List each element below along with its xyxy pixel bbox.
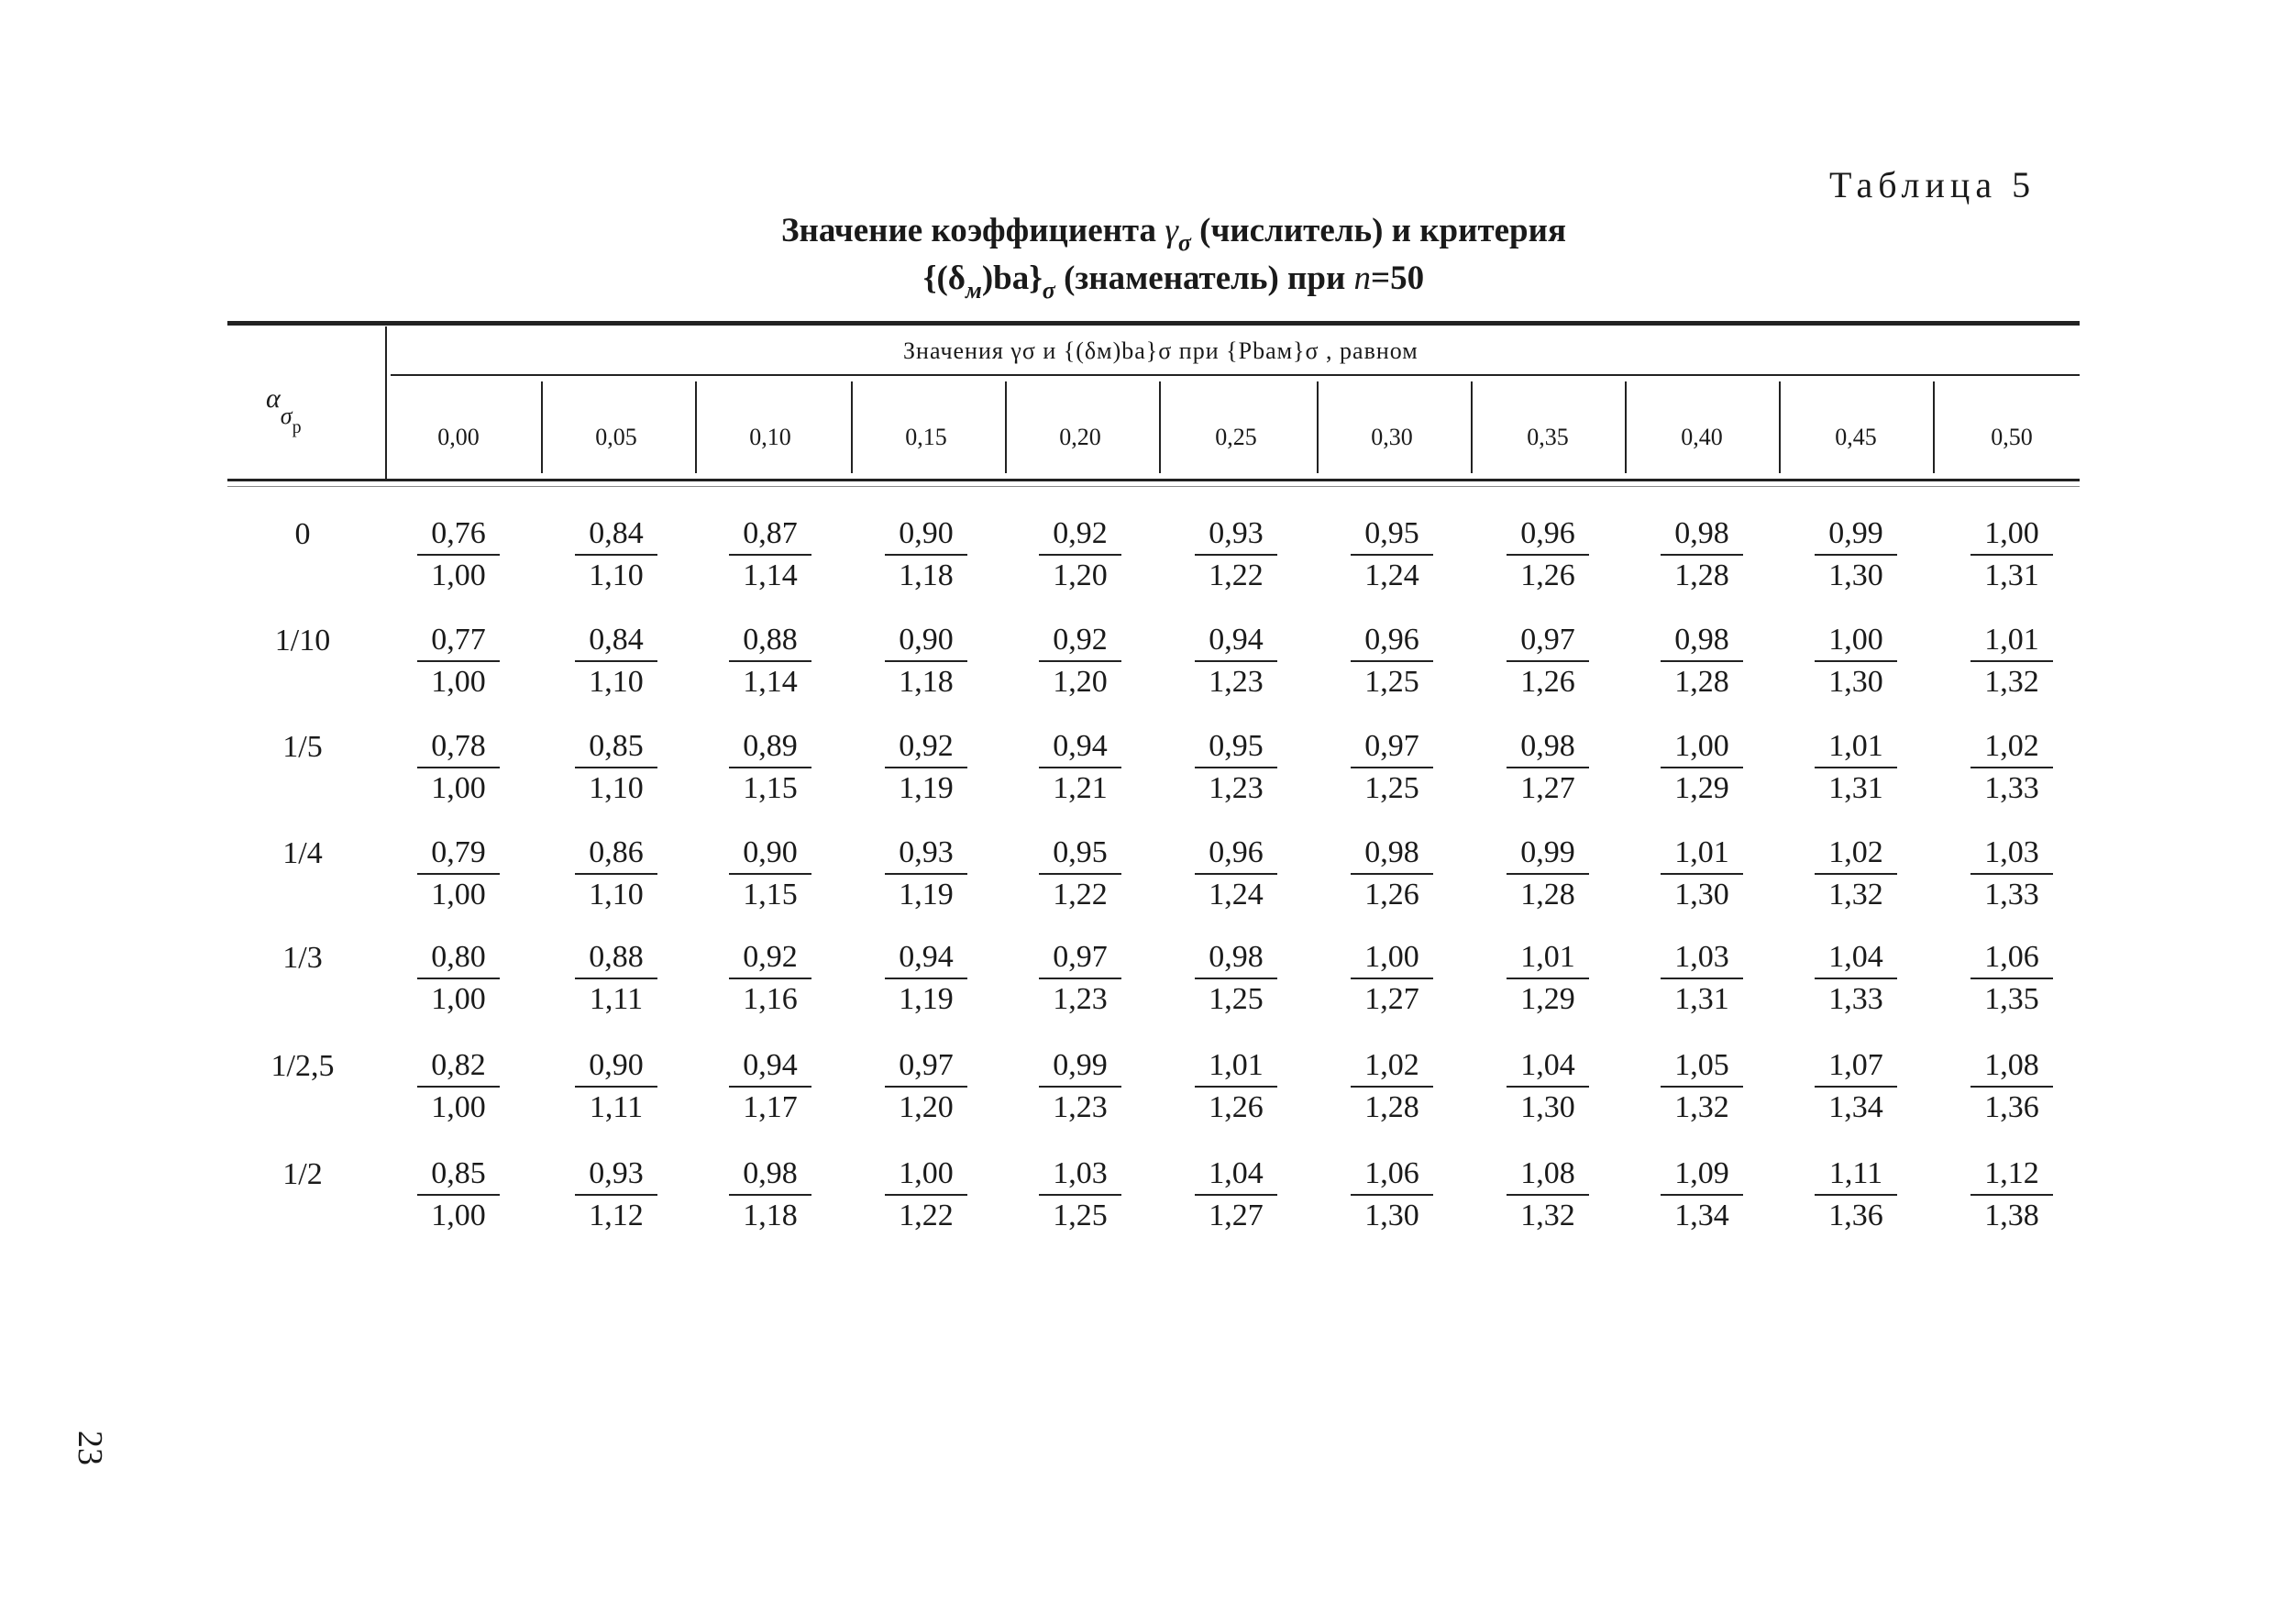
table-cell: [1315, 937, 1469, 1020]
column-header: 0,05: [595, 424, 637, 450]
cell-numerator: 0,90: [899, 516, 954, 550]
table-cell: [1159, 620, 1313, 702]
table-cell: [693, 726, 847, 809]
cell-numerator: 0,98: [1674, 623, 1729, 657]
cell-denominator: 1,23: [1209, 665, 1264, 699]
cell-numerator: 0,85: [589, 729, 644, 763]
cell-denominator: 1,20: [1053, 665, 1108, 699]
row-label: 1/3: [282, 941, 323, 975]
cell-denominator: 1,32: [1984, 665, 2039, 699]
cell-numerator: 0,87: [743, 516, 798, 550]
cell-numerator: 0,93: [1209, 516, 1264, 550]
column-header: 0,20: [1059, 424, 1101, 450]
cell-denominator: 1,23: [1053, 982, 1108, 1016]
column-header: 0,35: [1527, 424, 1569, 450]
column-header: 0,45: [1835, 424, 1877, 450]
table-cell: [539, 937, 693, 1020]
cell-denominator: 1,22: [1053, 878, 1108, 911]
table-cell: [1471, 937, 1625, 1020]
cell-numerator: 0,78: [431, 729, 486, 763]
cell-numerator: 1,08: [1984, 1048, 2039, 1082]
table-cell: [1471, 1045, 1625, 1128]
cell-denominator: 1,28: [1364, 1090, 1419, 1124]
cell-numerator: 0,84: [589, 623, 644, 657]
cell-numerator: 0,89: [743, 729, 798, 763]
cell-denominator: 1,00: [431, 982, 486, 1016]
cell-denominator: 1,19: [899, 878, 954, 911]
cell-numerator: 1,06: [1984, 940, 2039, 974]
cell-denominator: 1,24: [1364, 558, 1419, 592]
table-cell: [1159, 726, 1313, 809]
column-header: 0,40: [1681, 424, 1723, 450]
table-cell: [1159, 1045, 1313, 1128]
cell-numerator: 1,02: [1984, 729, 2039, 763]
cell-denominator: 1,32: [1674, 1090, 1729, 1124]
row-label: 1/4: [282, 836, 323, 870]
table-cell: [381, 1154, 535, 1236]
cell-numerator: 1,09: [1674, 1156, 1729, 1190]
cell-numerator: 1,02: [1828, 835, 1883, 869]
cell-numerator: 1,04: [1520, 1048, 1575, 1082]
column-separator: [851, 381, 853, 473]
cell-numerator: 0,92: [1053, 516, 1108, 550]
cell-denominator: 1,10: [589, 558, 644, 592]
table-cell: [1779, 937, 1933, 1020]
cell-numerator: 0,97: [899, 1048, 954, 1082]
table-cell: [849, 1045, 1003, 1128]
cell-denominator: 1,36: [1984, 1090, 2039, 1124]
cell-numerator: 0,98: [1674, 516, 1729, 550]
column-header: 0,25: [1215, 424, 1257, 450]
cell-numerator: 0,90: [743, 835, 798, 869]
table-cell: [1471, 620, 1625, 702]
cell-numerator: 1,00: [1828, 623, 1883, 657]
cell-numerator: 0,96: [1209, 835, 1264, 869]
table-cell: [693, 1154, 847, 1236]
cell-numerator: 1,01: [1984, 623, 2039, 657]
cell-numerator: 0,92: [1053, 623, 1108, 657]
table-cell: [849, 726, 1003, 809]
table-cell: [1003, 620, 1157, 702]
cell-numerator: 1,00: [1984, 516, 2039, 550]
table-cell: [539, 833, 693, 915]
cell-numerator: 1,03: [1984, 835, 2039, 869]
table-cell: [1159, 1154, 1313, 1236]
table-cell: [1003, 833, 1157, 915]
cell-numerator: 1,03: [1674, 940, 1729, 974]
cell-numerator: 1,04: [1828, 940, 1883, 974]
table-cell: [1935, 1154, 2089, 1236]
cell-numerator: 0,88: [743, 623, 798, 657]
cell-numerator: 1,01: [1209, 1048, 1264, 1082]
cell-numerator: 0,93: [899, 835, 954, 869]
cell-denominator: 1,30: [1674, 878, 1729, 911]
cell-denominator: 1,00: [431, 558, 486, 592]
table-cell: [1935, 514, 2089, 596]
cell-denominator: 1,26: [1364, 878, 1419, 911]
cell-denominator: 1,25: [1364, 771, 1419, 805]
caption-line-2: $\{(\delta_м)ba\}_\sigma$ (знаменатель) при n=50: [922, 260, 1425, 304]
cell-denominator: 1,00: [431, 1199, 486, 1232]
table-cell: [1779, 1154, 1933, 1236]
cell-denominator: 1,14: [743, 665, 798, 699]
cell-numerator: 1,06: [1364, 1156, 1419, 1190]
row-label: 1/5: [282, 730, 323, 764]
table-cell: [1315, 726, 1469, 809]
cell-numerator: 0,92: [899, 729, 954, 763]
cell-numerator: 0,80: [431, 940, 486, 974]
cell-denominator: 1,15: [743, 878, 798, 911]
column-separator: [1471, 381, 1473, 473]
cell-numerator: 0,85: [431, 1156, 486, 1190]
table-label: Таблица 5: [1829, 164, 2037, 205]
table-cell: [849, 833, 1003, 915]
table-cell: [1935, 620, 2089, 702]
cell-numerator: 0,92: [743, 940, 798, 974]
cell-numerator: 0,98: [1364, 835, 1419, 869]
column-header: 0,50: [1991, 424, 2033, 450]
cell-denominator: 1,16: [743, 982, 798, 1016]
cell-numerator: 1,07: [1828, 1048, 1883, 1082]
cell-numerator: 1,11: [1828, 1156, 1883, 1190]
cell-numerator: 1,00: [1364, 940, 1419, 974]
table-cell: [381, 1045, 535, 1128]
top-rule: [227, 321, 2080, 326]
cell-denominator: 1,00: [431, 1090, 486, 1124]
column-separator: [1317, 381, 1319, 473]
table-cell: [1315, 620, 1469, 702]
table-cell: [539, 1045, 693, 1128]
table-cell: [1625, 937, 1779, 1020]
row-header: $\alpha\sigma_р$: [266, 383, 302, 437]
header-bottom-rule: [227, 479, 2080, 481]
cell-denominator: 1,28: [1520, 878, 1575, 911]
cell-denominator: 1,32: [1520, 1199, 1575, 1232]
cell-denominator: 1,34: [1828, 1090, 1883, 1124]
cell-numerator: 0,94: [1053, 729, 1108, 763]
table-cell: [1625, 620, 1779, 702]
cell-numerator: 0,94: [899, 940, 954, 974]
table-cell: [693, 620, 847, 702]
table-cell: [1159, 833, 1313, 915]
cell-denominator: 1,25: [1209, 982, 1264, 1016]
cell-denominator: 1,11: [589, 982, 644, 1016]
cell-numerator: 0,94: [1209, 623, 1264, 657]
column-group-header: Значения γσ и {(δм)ba}σ при {Pbам}σ , равном: [903, 337, 1418, 364]
cell-denominator: 1,19: [899, 771, 954, 805]
column-separator: [1933, 381, 1935, 473]
cell-denominator: 1,29: [1520, 982, 1575, 1016]
cell-denominator: 1,26: [1209, 1090, 1264, 1124]
cell-numerator: 0,97: [1364, 729, 1419, 763]
cell-denominator: 1,25: [1053, 1199, 1108, 1232]
cell-denominator: 1,28: [1674, 558, 1729, 592]
table-cell: [1471, 1154, 1625, 1236]
cell-denominator: 1,18: [743, 1199, 798, 1232]
cell-numerator: 0,76: [431, 516, 486, 550]
cell-numerator: 0,96: [1364, 623, 1419, 657]
cell-denominator: 1,28: [1674, 665, 1729, 699]
cell-numerator: 0,95: [1364, 516, 1419, 550]
table-cell: [693, 937, 847, 1020]
cell-denominator: 1,33: [1828, 982, 1883, 1016]
cell-denominator: 1,11: [589, 1090, 644, 1124]
cell-numerator: 1,01: [1674, 835, 1729, 869]
column-separator: [1625, 381, 1627, 473]
cell-denominator: 1,30: [1828, 558, 1883, 592]
cell-denominator: 1,00: [431, 665, 486, 699]
table-cell: [1625, 833, 1779, 915]
cell-denominator: 1,23: [1053, 1090, 1108, 1124]
table-cell: [381, 514, 535, 596]
table-cell: [1471, 833, 1625, 915]
table-cell: [1935, 1045, 2089, 1128]
cell-denominator: 1,26: [1520, 665, 1575, 699]
table-cell: [1003, 726, 1157, 809]
table-cell: [849, 620, 1003, 702]
cell-numerator: 0,82: [431, 1048, 486, 1082]
column-separator: [541, 381, 543, 473]
cell-denominator: 1,18: [899, 665, 954, 699]
table-cell: [1315, 833, 1469, 915]
cell-numerator: 0,96: [1520, 516, 1575, 550]
page-number: 23: [71, 1431, 109, 1465]
cell-numerator: 0,86: [589, 835, 644, 869]
table-cell: [1625, 514, 1779, 596]
cell-denominator: 1,27: [1209, 1199, 1264, 1232]
cell-denominator: 1,23: [1209, 771, 1264, 805]
column-separator: [695, 381, 697, 473]
table-cell: [1003, 937, 1157, 1020]
cell-numerator: 0,84: [589, 516, 644, 550]
table-cell: [1779, 726, 1933, 809]
table-cell: [1625, 726, 1779, 809]
table-cell: [1159, 937, 1313, 1020]
table-cell: [1779, 1045, 1933, 1128]
table-cell: [693, 833, 847, 915]
cell-numerator: 0,98: [1209, 940, 1264, 974]
table-cell: [381, 937, 535, 1020]
cell-denominator: 1,32: [1828, 878, 1883, 911]
column-separator: [1159, 381, 1161, 473]
table-cell: [1315, 1045, 1469, 1128]
table-cell: [539, 620, 693, 702]
cell-numerator: 0,98: [1520, 729, 1575, 763]
row-label: 1/2,5: [270, 1049, 335, 1083]
cell-numerator: 0,77: [431, 623, 486, 657]
cell-numerator: 0,95: [1209, 729, 1264, 763]
table-cell: [1935, 937, 2089, 1020]
table-cell: [539, 1154, 693, 1236]
table-cell: [849, 514, 1003, 596]
cell-numerator: 0,97: [1053, 940, 1108, 974]
table-cell: [849, 1154, 1003, 1236]
cell-numerator: 0,97: [1520, 623, 1575, 657]
cell-numerator: 0,99: [1053, 1048, 1108, 1082]
column-separator: [1779, 381, 1781, 473]
cell-numerator: 1,12: [1984, 1156, 2039, 1190]
cell-denominator: 1,33: [1984, 771, 2039, 805]
table-cell: [1003, 1045, 1157, 1128]
table-cell: [381, 833, 535, 915]
cell-denominator: 1,18: [899, 558, 954, 592]
cell-denominator: 1,20: [1053, 558, 1108, 592]
table-cell: [1159, 514, 1313, 596]
group-underline: [391, 374, 2080, 376]
column-header: 0,00: [437, 424, 480, 450]
cell-denominator: 1,22: [899, 1199, 954, 1232]
cell-denominator: 1,30: [1520, 1090, 1575, 1124]
cell-denominator: 1,10: [589, 771, 644, 805]
cell-denominator: 1,31: [1828, 771, 1883, 805]
row-label: 1/2: [282, 1157, 323, 1191]
cell-numerator: 0,90: [899, 623, 954, 657]
table-cell: [693, 1045, 847, 1128]
table-cell: [381, 726, 535, 809]
cell-numerator: 1,04: [1209, 1156, 1264, 1190]
cell-denominator: 1,22: [1209, 558, 1264, 592]
table-cell: [1779, 620, 1933, 702]
cell-numerator: 1,00: [899, 1156, 954, 1190]
cell-denominator: 1,21: [1053, 771, 1108, 805]
cell-denominator: 1,27: [1520, 771, 1575, 805]
cell-numerator: 0,98: [743, 1156, 798, 1190]
cell-denominator: 1,31: [1984, 558, 2039, 592]
table-cell: [1315, 1154, 1469, 1236]
cell-denominator: 1,27: [1364, 982, 1419, 1016]
cell-numerator: 0,94: [743, 1048, 798, 1082]
row-label: 1/10: [274, 624, 331, 657]
table-cell: [1471, 726, 1625, 809]
cell-denominator: 1,34: [1674, 1199, 1729, 1232]
cell-denominator: 1,26: [1520, 558, 1575, 592]
table-cell: [381, 620, 535, 702]
cell-denominator: 1,30: [1364, 1199, 1419, 1232]
column-separator: [1005, 381, 1007, 473]
table-cell: [1471, 514, 1625, 596]
cell-denominator: 1,31: [1674, 982, 1729, 1016]
table-cell: [1315, 514, 1469, 596]
cell-numerator: 1,01: [1520, 940, 1575, 974]
row-label: 0: [294, 517, 311, 551]
cell-denominator: 1,15: [743, 771, 798, 805]
caption-line-1: Значение коэффициента $\gamma_\sigma$ (числитель) и критерия: [781, 212, 1566, 256]
cell-numerator: 0,90: [589, 1048, 644, 1082]
cell-numerator: 0,79: [431, 835, 486, 869]
cell-numerator: 0,88: [589, 940, 644, 974]
cell-numerator: 0,95: [1053, 835, 1108, 869]
cell-numerator: 1,08: [1520, 1156, 1575, 1190]
cell-denominator: 1,36: [1828, 1199, 1883, 1232]
table-cell: [1935, 833, 2089, 915]
cell-numerator: 1,02: [1364, 1048, 1419, 1082]
cell-denominator: 1,00: [431, 771, 486, 805]
cell-denominator: 1,14: [743, 558, 798, 592]
cell-denominator: 1,38: [1984, 1199, 2039, 1232]
table-cell: [539, 514, 693, 596]
cell-denominator: 1,20: [899, 1090, 954, 1124]
cell-denominator: 1,29: [1674, 771, 1729, 805]
table-cell: [1779, 514, 1933, 596]
column-header: 0,15: [905, 424, 947, 450]
table-cell: [1003, 1154, 1157, 1236]
table-cell: [1625, 1154, 1779, 1236]
table-cell: [1779, 833, 1933, 915]
cell-numerator: 0,99: [1828, 516, 1883, 550]
table-cell: [693, 514, 847, 596]
cell-numerator: 0,99: [1520, 835, 1575, 869]
cell-numerator: 1,00: [1674, 729, 1729, 763]
table-cell: [539, 726, 693, 809]
cell-denominator: 1,19: [899, 982, 954, 1016]
cell-denominator: 1,10: [589, 878, 644, 911]
cell-denominator: 1,25: [1364, 665, 1419, 699]
cell-numerator: 1,05: [1674, 1048, 1729, 1082]
row-head-separator: [385, 326, 387, 479]
table-cell: [1935, 726, 2089, 809]
column-header: 0,30: [1371, 424, 1413, 450]
cell-denominator: 1,33: [1984, 878, 2039, 911]
cell-denominator: 1,10: [589, 665, 644, 699]
table-cell: [1625, 1045, 1779, 1128]
cell-denominator: 1,30: [1828, 665, 1883, 699]
cell-denominator: 1,35: [1984, 982, 2039, 1016]
column-header: 0,10: [749, 424, 791, 450]
table-cell: [1003, 514, 1157, 596]
cell-numerator: 0,93: [589, 1156, 644, 1190]
table-cell: [849, 937, 1003, 1020]
cell-denominator: 1,24: [1209, 878, 1264, 911]
cell-denominator: 1,00: [431, 878, 486, 911]
cell-numerator: 1,01: [1828, 729, 1883, 763]
cell-numerator: 1,03: [1053, 1156, 1108, 1190]
cell-denominator: 1,12: [589, 1199, 644, 1232]
cell-denominator: 1,17: [743, 1090, 798, 1124]
header-bottom-rule-2: [227, 486, 2080, 487]
